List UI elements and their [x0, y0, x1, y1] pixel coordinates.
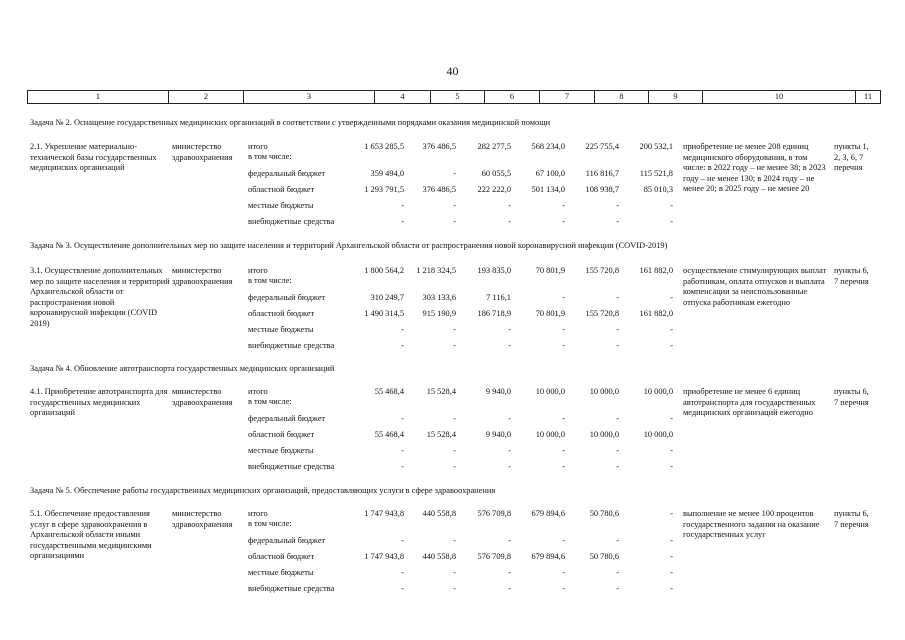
funding-source-label: внебюджетные средства [248, 584, 335, 593]
value-cell: - [401, 341, 404, 350]
task-heading: Задача № 4. Обновление автотранспорта государственных медицинских организаций [30, 364, 335, 373]
value-cell: - [670, 536, 673, 545]
value-cell: - [508, 201, 511, 210]
value-cell: 282 277,5 [477, 142, 511, 151]
value-cell: - [670, 446, 673, 455]
value-cell: 15 528,4 [426, 387, 456, 396]
value-cell: 576 709,8 [477, 509, 511, 518]
value-cell: - [453, 462, 456, 471]
task-heading: Задача № 3. Осуществление дополнительных мер по защите населения и территорий Архангельской области от распространения новой коронавирусной инфекции (COVID-2019) [30, 241, 668, 250]
value-cell: - [401, 201, 404, 210]
value-cell: 50 780,6 [589, 509, 619, 518]
value-cell: - [670, 462, 673, 471]
value-cell: 679 894,6 [531, 509, 565, 518]
value-cell: - [670, 341, 673, 350]
funding-row-extrabudget [0, 584, 905, 595]
value-cell: - [453, 341, 456, 350]
value-cell: - [616, 201, 619, 210]
indicator-links: пункты 6, 7 перечня [834, 509, 869, 529]
value-cell: - [670, 325, 673, 334]
value-cell: 67 100,0 [535, 169, 565, 178]
value-cell: 186 718,9 [477, 309, 511, 318]
value-cell: 200 532,1 [639, 142, 673, 151]
value-cell: - [453, 325, 456, 334]
value-cell: - [401, 446, 404, 455]
measure-executor: министерство здравоохранения [172, 266, 233, 286]
value-cell: 10 000,0 [643, 430, 673, 439]
funding-source-sublabel: в том числе: [248, 276, 292, 285]
funding-source-sublabel: в том числе: [248, 519, 292, 528]
value-cell: 1 747 943,8 [364, 509, 404, 518]
value-cell: 568 234,0 [531, 142, 565, 151]
value-cell: - [562, 325, 565, 334]
col-num-7: 7 [540, 91, 595, 103]
value-cell: 10 000,0 [643, 387, 673, 396]
value-cell: - [508, 584, 511, 593]
col-num-8: 8 [595, 91, 649, 103]
value-cell: - [670, 217, 673, 226]
measure-name: 4.1. Приобретение автотранспорта для государственных медицинских организаций [30, 387, 168, 417]
funding-row-local [0, 568, 905, 579]
value-cell: 1 653 285,5 [364, 142, 404, 151]
value-cell: 60 055,5 [481, 169, 511, 178]
value-cell: - [562, 446, 565, 455]
value-cell: - [670, 584, 673, 593]
value-cell: 1 218 324,5 [416, 266, 456, 275]
value-cell: - [401, 568, 404, 577]
value-cell: 55 468,4 [374, 387, 404, 396]
value-cell: 225 755,4 [585, 142, 619, 151]
funding-row-extrabudget [0, 217, 905, 228]
value-cell: - [562, 217, 565, 226]
value-cell: - [453, 217, 456, 226]
value-cell: - [670, 552, 673, 561]
value-cell: 155 720,8 [585, 266, 619, 275]
value-cell: 576 709,8 [477, 552, 511, 561]
value-cell: 50 780,6 [589, 552, 619, 561]
measure-executor: министерство здравоохранения [172, 387, 233, 407]
value-cell: 915 190,9 [422, 309, 456, 318]
funding-source-label: областной бюджет [248, 185, 315, 194]
funding-source-label: федеральный бюджет [248, 293, 326, 302]
value-cell: - [562, 584, 565, 593]
value-cell: 9 940,0 [485, 430, 511, 439]
measure-executor: министерство здравоохранения [172, 142, 233, 162]
value-cell: - [508, 568, 511, 577]
value-cell: - [401, 462, 404, 471]
funding-source-label: итого [248, 142, 268, 151]
value-cell: - [562, 293, 565, 302]
col-num-9: 9 [649, 91, 703, 103]
value-cell: 501 134,0 [531, 185, 565, 194]
value-cell: - [453, 414, 456, 423]
task-heading: Задача № 5. Обеспечение работы государственных медицинских организаций, предоставляющих услуги в сфере здравоохранения [30, 486, 496, 495]
value-cell: 222 222,0 [477, 185, 511, 194]
funding-source-label: областной бюджет [248, 552, 315, 561]
value-cell: 70 801,9 [535, 309, 565, 318]
funding-source-sublabel: в том числе: [248, 152, 292, 161]
funding-source-label: местные бюджеты [248, 201, 314, 210]
funding-row-regional [0, 552, 905, 563]
value-cell: 10 000,0 [589, 387, 619, 396]
page-number: 40 [446, 64, 459, 78]
value-cell: 155 720,8 [585, 309, 619, 318]
value-cell: - [616, 325, 619, 334]
value-cell: 193 835,0 [477, 266, 511, 275]
value-cell: - [453, 169, 456, 178]
col-num-6: 6 [485, 91, 540, 103]
funding-row-extrabudget [0, 462, 905, 473]
value-cell: 310 249,7 [370, 293, 404, 302]
value-cell: 70 801,9 [535, 266, 565, 275]
value-cell: 679 894,6 [531, 552, 565, 561]
value-cell: - [670, 293, 673, 302]
value-cell: 359 494,0 [370, 169, 404, 178]
value-cell: 116 816,7 [585, 169, 619, 178]
value-cell: - [562, 536, 565, 545]
value-cell: 85 010,3 [643, 185, 673, 194]
value-cell: - [401, 217, 404, 226]
value-cell: - [616, 446, 619, 455]
measure-name: 5.1. Обеспечение предоставления услуг в сфере здравоохранения в Архангельской области иными государственными медицинскими организациями [30, 509, 152, 560]
value-cell: - [562, 341, 565, 350]
col-num-4: 4 [375, 91, 431, 103]
funding-source-label: внебюджетные средства [248, 341, 335, 350]
value-cell: - [670, 509, 673, 518]
expected-result: выполнение не менее 100 процентов государственного задания на оказание государственных услуг [683, 509, 820, 539]
value-cell: - [453, 584, 456, 593]
value-cell: 1 800 564,2 [364, 266, 404, 275]
measure-name: 3.1. Осуществление дополнительных мер по защите населения и территорий Архангельской области от распространения новой коронавирусной инфекции (COVID 2019) [30, 266, 170, 328]
value-cell: 108 938,7 [585, 185, 619, 194]
value-cell: 10 000,0 [535, 387, 565, 396]
funding-source-label: областной бюджет [248, 309, 315, 318]
value-cell: - [508, 446, 511, 455]
value-cell: - [401, 584, 404, 593]
value-cell: - [508, 217, 511, 226]
funding-row-regional [0, 309, 905, 320]
value-cell: - [562, 568, 565, 577]
col-num-5: 5 [431, 91, 485, 103]
funding-source-label: местные бюджеты [248, 568, 314, 577]
value-cell: - [562, 462, 565, 471]
value-cell: - [453, 446, 456, 455]
value-cell: 10 000,0 [535, 430, 565, 439]
value-cell: - [508, 462, 511, 471]
funding-source-label: внебюджетные средства [248, 217, 335, 226]
value-cell: - [508, 325, 511, 334]
value-cell: 440 558,8 [422, 509, 456, 518]
value-cell: - [401, 414, 404, 423]
value-cell: - [453, 201, 456, 210]
funding-row-extrabudget [0, 341, 905, 352]
col-num-11: 11 [863, 92, 873, 101]
expected-result: приобретение не менее 6 единиц автотранспорта для государственных медицинских организаций ежегодно [683, 387, 816, 417]
value-cell: - [616, 217, 619, 226]
funding-source-label: федеральный бюджет [248, 169, 326, 178]
col-num-1: 1 [28, 91, 169, 103]
col-num-10: 10 [703, 91, 856, 103]
funding-source-label: местные бюджеты [248, 325, 314, 334]
value-cell: - [616, 536, 619, 545]
funding-source-label: местные бюджеты [248, 446, 314, 455]
expected-result: осуществление стимулирующих выплат работникам, оплата отпусков и выплата компенсации за неиспользованные отпуска работникам ежегодно [683, 266, 827, 307]
funding-row-local [0, 201, 905, 212]
value-cell: 376 486,5 [422, 185, 456, 194]
indicator-links: пункты 6, 7 перечня [834, 266, 869, 286]
funding-source-label: итого [248, 387, 268, 396]
value-cell: - [616, 584, 619, 593]
indicator-links: пункты 1, 2, 3, 6, 7 перечня [834, 142, 869, 172]
value-cell: 7 116,1 [486, 293, 511, 302]
value-cell: 55 468,4 [374, 430, 404, 439]
value-cell: - [616, 462, 619, 471]
value-cell: 303 133,6 [422, 293, 456, 302]
value-cell: - [508, 341, 511, 350]
value-cell: - [670, 201, 673, 210]
value-cell: 440 558,8 [422, 552, 456, 561]
indicator-links: пункты 6, 7 перечня [834, 387, 869, 407]
funding-source-label: федеральный бюджет [248, 414, 326, 423]
value-cell: - [453, 568, 456, 577]
value-cell: - [616, 341, 619, 350]
value-cell: - [616, 568, 619, 577]
value-cell: - [670, 414, 673, 423]
funding-row-regional [0, 430, 905, 441]
funding-source-label: внебюджетные средства [248, 462, 335, 471]
value-cell: - [616, 293, 619, 302]
value-cell: 1 747 943,8 [364, 552, 404, 561]
expected-result: приобретение не менее 208 единиц медицинского оборудования, в том числе: в 2022 году – не менее 38; в 2023 году – не менее 130; в 2024 году – не менее 20; в 2025 году – не менее 20 [683, 142, 826, 193]
value-cell: 161 882,0 [639, 309, 673, 318]
column-number-header [27, 90, 881, 104]
value-cell: 1 293 791,5 [364, 185, 404, 194]
value-cell: - [453, 536, 456, 545]
value-cell: - [508, 414, 511, 423]
col-num-2: 2 [169, 91, 244, 103]
value-cell: 10 000,0 [589, 430, 619, 439]
funding-row-local [0, 325, 905, 336]
value-cell: - [401, 325, 404, 334]
measure-name: 2.1. Укрепление материально-технической базы государственных медицинских организаций [30, 142, 157, 172]
funding-source-label: итого [248, 266, 268, 275]
value-cell: - [508, 536, 511, 545]
value-cell: - [562, 414, 565, 423]
funding-source-label: федеральный бюджет [248, 536, 326, 545]
value-cell: - [670, 568, 673, 577]
value-cell: - [616, 414, 619, 423]
value-cell: 161 882,0 [639, 266, 673, 275]
funding-source-label: областной бюджет [248, 430, 315, 439]
value-cell: 115 521,8 [639, 169, 673, 178]
value-cell: 1 490 314,5 [364, 309, 404, 318]
funding-source-sublabel: в том числе: [248, 397, 292, 406]
measure-executor: министерство здравоохранения [172, 509, 233, 529]
value-cell: 9 940,0 [485, 387, 511, 396]
value-cell: - [562, 201, 565, 210]
value-cell: - [401, 536, 404, 545]
value-cell: 376 486,5 [422, 142, 456, 151]
task-heading: Задача № 2. Оснащение государственных медицинских организаций в соответствии с утвержденными порядками оказания медицинской помощи [30, 118, 551, 127]
funding-row-local [0, 446, 905, 457]
col-num-3: 3 [244, 91, 375, 103]
funding-source-label: итого [248, 509, 268, 518]
value-cell: 15 528,4 [426, 430, 456, 439]
